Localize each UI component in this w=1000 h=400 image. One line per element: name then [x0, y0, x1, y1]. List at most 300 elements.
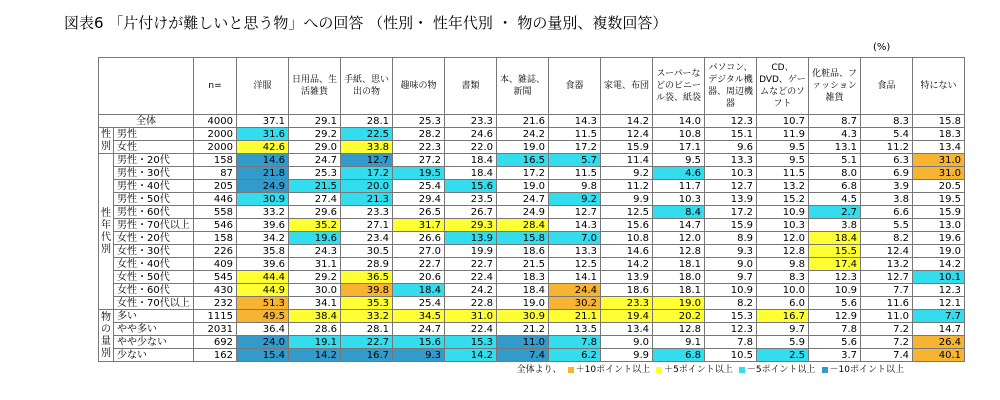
value-cell: 11.4: [601, 154, 653, 167]
value-cell: 12.3: [913, 284, 965, 297]
value-cell: 11.5: [549, 128, 601, 141]
value-cell: 5.1: [809, 154, 861, 167]
value-cell: 7.0: [549, 232, 601, 245]
value-cell: 9.7: [757, 323, 809, 336]
value-cell: 29.2: [289, 271, 341, 284]
value-cell: 13.4: [601, 323, 653, 336]
value-cell: 28.6: [289, 323, 341, 336]
value-cell: 39.6: [237, 219, 289, 232]
value-cell: 15.5: [809, 245, 861, 258]
value-cell: 12.7: [861, 271, 913, 284]
value-cell: 6.2: [549, 349, 601, 362]
value-cell: 7.7: [913, 310, 965, 323]
n-cell: 2031: [194, 323, 237, 336]
value-cell: 4.3: [809, 128, 861, 141]
column-header: 本、雑誌、新聞: [497, 58, 549, 115]
value-cell: 16.5: [497, 154, 549, 167]
value-cell: 19.6: [289, 232, 341, 245]
table-row: [99, 154, 965, 167]
value-cell: 18.3: [913, 128, 965, 141]
value-cell: 14.2: [601, 258, 653, 271]
value-cell: 15.6: [393, 336, 445, 349]
table-row: [99, 193, 965, 206]
value-cell: 37.1: [237, 115, 289, 128]
value-cell: 14.2: [445, 349, 497, 362]
column-header: 日用品、生活雑貨: [289, 58, 341, 115]
value-cell: 26.4: [913, 336, 965, 349]
value-cell: 15.8: [497, 232, 549, 245]
legend-prefix: 全体より、: [516, 365, 562, 375]
value-cell: 18.6: [497, 245, 549, 258]
value-cell: 17.2: [341, 167, 393, 180]
n-cell: 692: [194, 336, 237, 349]
value-cell: 30.9: [497, 310, 549, 323]
column-header: 手紙、思い出の物: [341, 58, 393, 115]
value-cell: 34.1: [289, 297, 341, 310]
table-row: [99, 284, 965, 297]
n-cell: 158: [194, 232, 237, 245]
value-cell: 10.3: [653, 193, 705, 206]
value-cell: 35.3: [341, 297, 393, 310]
value-cell: 28.9: [341, 258, 393, 271]
legend-item: ＋10ポイント以上: [575, 365, 651, 375]
value-cell: 12.9: [809, 310, 861, 323]
value-cell: 3.7: [809, 349, 861, 362]
n-cell: 226: [194, 245, 237, 258]
value-cell: 36.5: [341, 271, 393, 284]
value-cell: 10.8: [601, 232, 653, 245]
value-cell: 39.8: [341, 284, 393, 297]
column-header: 趣味の物: [393, 58, 445, 115]
value-cell: 10.7: [757, 115, 809, 128]
value-cell: 5.6: [809, 297, 861, 310]
value-cell: 27.4: [289, 193, 341, 206]
value-cell: 22.7: [393, 258, 445, 271]
value-cell: 9.3: [393, 349, 445, 362]
value-cell: 29.1: [289, 115, 341, 128]
value-cell: 30.2: [549, 297, 601, 310]
table-row: [99, 258, 965, 271]
value-cell: 19.0: [497, 180, 549, 193]
value-cell: 17.4: [809, 258, 861, 271]
value-cell: 8.2: [705, 297, 757, 310]
value-cell: 27.1: [341, 219, 393, 232]
value-cell: 12.3: [705, 115, 757, 128]
value-cell: 13.5: [549, 323, 601, 336]
value-cell: 18.4: [393, 284, 445, 297]
value-cell: 9.1: [653, 336, 705, 349]
value-cell: 12.3: [809, 271, 861, 284]
table-row: [99, 115, 965, 128]
legend-swatch: [656, 367, 662, 373]
group-label: 性年代別: [99, 154, 114, 310]
value-cell: 8.9: [705, 232, 757, 245]
legend-item: ＋5ポイント以上: [664, 365, 733, 375]
value-cell: 6.0: [757, 297, 809, 310]
value-cell: 15.6: [445, 180, 497, 193]
value-cell: 30.9: [237, 193, 289, 206]
legend-item: －5ポイント以上: [746, 365, 816, 375]
value-cell: 17.1: [653, 141, 705, 154]
value-cell: 17.2: [705, 206, 757, 219]
value-cell: 24.6: [445, 128, 497, 141]
row-label: 少ない: [114, 349, 194, 362]
value-cell: 11.0: [861, 310, 913, 323]
value-cell: 7.4: [861, 349, 913, 362]
value-cell: 13.0: [913, 219, 965, 232]
n-cell: 545: [194, 271, 237, 284]
value-cell: 7.2: [861, 323, 913, 336]
value-cell: 18.4: [497, 284, 549, 297]
value-cell: 12.8: [757, 245, 809, 258]
value-cell: 12.3: [705, 323, 757, 336]
value-cell: 13.3: [549, 245, 601, 258]
value-cell: 14.2: [913, 258, 965, 271]
n-cell: 430: [194, 284, 237, 297]
value-cell: 15.8: [913, 115, 965, 128]
value-cell: 8.3: [861, 115, 913, 128]
value-cell: 17.2: [549, 141, 601, 154]
value-cell: 6.8: [809, 180, 861, 193]
value-cell: 23.3: [601, 297, 653, 310]
value-cell: 7.7: [861, 284, 913, 297]
row-label: 男性・40代: [114, 180, 194, 193]
group-label: 性別: [99, 128, 114, 154]
value-cell: 9.0: [705, 258, 757, 271]
row-label: 男性: [114, 128, 194, 141]
value-cell: 28.4: [497, 219, 549, 232]
table-row: [99, 128, 965, 141]
value-cell: 21.3: [341, 193, 393, 206]
value-cell: 20.2: [653, 310, 705, 323]
value-cell: 9.0: [601, 336, 653, 349]
value-cell: 8.7: [809, 115, 861, 128]
value-cell: 9.5: [757, 154, 809, 167]
value-cell: 35.8: [237, 245, 289, 258]
group-label: 物の量別: [99, 310, 114, 362]
column-header: 化粧品、ファッション雑貨: [809, 58, 861, 115]
value-cell: 11.0: [497, 336, 549, 349]
value-cell: 29.2: [289, 128, 341, 141]
value-cell: 10.5: [705, 349, 757, 362]
legend-swatch: [568, 367, 574, 373]
table-row: [99, 271, 965, 284]
value-cell: 19.0: [497, 141, 549, 154]
value-cell: 26.5: [393, 206, 445, 219]
value-cell: 19.5: [913, 193, 965, 206]
value-cell: 18.4: [445, 167, 497, 180]
legend: [517, 362, 904, 375]
value-cell: 11.9: [757, 128, 809, 141]
value-cell: 12.8: [653, 323, 705, 336]
value-cell: 24.2: [445, 284, 497, 297]
value-cell: 26.6: [393, 232, 445, 245]
value-cell: 15.3: [445, 336, 497, 349]
value-cell: 14.3: [549, 115, 601, 128]
value-cell: 12.0: [653, 232, 705, 245]
table-row: [99, 297, 965, 310]
value-cell: 18.4: [445, 154, 497, 167]
value-cell: 23.4: [341, 232, 393, 245]
value-cell: 44.4: [237, 271, 289, 284]
value-cell: 24.7: [393, 323, 445, 336]
value-cell: 22.3: [393, 141, 445, 154]
value-cell: 39.6: [237, 258, 289, 271]
value-cell: 22.7: [341, 336, 393, 349]
row-label: やや少ない: [114, 336, 194, 349]
value-cell: 8.0: [809, 167, 861, 180]
n-cell: 205: [194, 180, 237, 193]
value-cell: 14.2: [289, 349, 341, 362]
value-cell: 25.4: [393, 297, 445, 310]
legend-item: －10ポイント以上: [829, 365, 904, 375]
value-cell: 10.3: [757, 219, 809, 232]
value-cell: 12.0: [757, 232, 809, 245]
value-cell: 14.6: [601, 245, 653, 258]
value-cell: 24.3: [289, 245, 341, 258]
value-cell: 9.7: [705, 271, 757, 284]
value-cell: 28.1: [341, 115, 393, 128]
row-label: 女性・30代: [114, 245, 194, 258]
row-label: 女性: [114, 141, 194, 154]
n-cell: 2000: [194, 141, 237, 154]
value-cell: 4.5: [809, 193, 861, 206]
value-cell: 15.2: [757, 193, 809, 206]
n-cell: 1115: [194, 310, 237, 323]
value-cell: 9.8: [757, 258, 809, 271]
value-cell: 31.6: [237, 128, 289, 141]
value-cell: 33.2: [237, 206, 289, 219]
value-cell: 9.2: [549, 193, 601, 206]
value-cell: 36.4: [237, 323, 289, 336]
n-cell: 4000: [194, 115, 237, 128]
value-cell: 19.1: [289, 336, 341, 349]
value-cell: 5.5: [861, 219, 913, 232]
value-cell: 35.2: [289, 219, 341, 232]
value-cell: 12.7: [549, 206, 601, 219]
row-label: 女性・60代: [114, 284, 194, 297]
value-cell: 33.2: [341, 310, 393, 323]
value-cell: 22.8: [445, 297, 497, 310]
value-cell: 14.6: [237, 154, 289, 167]
value-cell: 19.9: [445, 245, 497, 258]
value-cell: 24.0: [237, 336, 289, 349]
value-cell: 7.8: [549, 336, 601, 349]
value-cell: 12.4: [601, 128, 653, 141]
value-cell: 14.7: [913, 323, 965, 336]
value-cell: 44.9: [237, 284, 289, 297]
value-cell: 7.2: [861, 336, 913, 349]
value-cell: 12.1: [913, 297, 965, 310]
row-label: 女性・50代: [114, 271, 194, 284]
value-cell: 22.5: [341, 128, 393, 141]
value-cell: 13.2: [757, 180, 809, 193]
n-cell: 446: [194, 193, 237, 206]
column-header: 書類: [445, 58, 497, 115]
value-cell: 40.1: [913, 349, 965, 362]
table-row: [99, 349, 965, 362]
value-cell: 14.2: [601, 115, 653, 128]
value-cell: 13.4: [913, 141, 965, 154]
n-cell: 232: [194, 297, 237, 310]
value-cell: 31.0: [913, 154, 965, 167]
value-cell: 10.3: [705, 167, 757, 180]
value-cell: 13.9: [705, 193, 757, 206]
value-cell: 34.5: [393, 310, 445, 323]
value-cell: 3.8: [861, 193, 913, 206]
value-cell: 18.1: [653, 258, 705, 271]
legend-swatch: [822, 367, 828, 373]
n-cell: 409: [194, 258, 237, 271]
value-cell: 2.5: [757, 349, 809, 362]
value-cell: 24.4: [549, 284, 601, 297]
value-cell: 3.9: [861, 180, 913, 193]
value-cell: 10.9: [757, 206, 809, 219]
value-cell: 15.3: [705, 310, 757, 323]
value-cell: 21.2: [497, 323, 549, 336]
results-table: [98, 57, 965, 362]
value-cell: 11.5: [757, 167, 809, 180]
column-header: 食品: [861, 58, 913, 115]
value-cell: 7.8: [809, 323, 861, 336]
value-cell: 19.4: [601, 310, 653, 323]
value-cell: 22.7: [445, 258, 497, 271]
value-cell: 25.4: [393, 180, 445, 193]
value-cell: 15.6: [601, 219, 653, 232]
value-cell: 20.5: [913, 180, 965, 193]
value-cell: 22.4: [445, 323, 497, 336]
value-cell: 30.5: [341, 245, 393, 258]
value-cell: 14.0: [653, 115, 705, 128]
row-label: 男性・20代: [114, 154, 194, 167]
value-cell: 12.5: [549, 258, 601, 271]
row-label: 男性・30代: [114, 167, 194, 180]
value-cell: 5.4: [861, 128, 913, 141]
value-cell: 5.7: [549, 154, 601, 167]
column-header: スーパーなどのビニール袋、紙袋: [653, 58, 705, 115]
n-cell: 87: [194, 167, 237, 180]
value-cell: 22.4: [445, 271, 497, 284]
column-header: 食器: [549, 58, 601, 115]
value-cell: 49.5: [237, 310, 289, 323]
n-cell: 558: [194, 206, 237, 219]
value-cell: 24.7: [497, 193, 549, 206]
value-cell: 18.4: [809, 232, 861, 245]
value-cell: 18.3: [497, 271, 549, 284]
value-cell: 9.3: [705, 245, 757, 258]
value-cell: 29.0: [289, 141, 341, 154]
row-label: 全体: [99, 115, 194, 128]
value-cell: 21.8: [237, 167, 289, 180]
column-header: 特にない: [913, 58, 965, 115]
value-cell: 9.6: [705, 141, 757, 154]
n-cell: 158: [194, 154, 237, 167]
value-cell: 10.1: [913, 271, 965, 284]
value-cell: 22.0: [445, 141, 497, 154]
value-cell: 26.7: [445, 206, 497, 219]
chart-title: 図表6 「片付けが難しいと思う物」への回答 （性別・ 性年代別 ・ 物の量別、複数回答）: [64, 14, 668, 32]
value-cell: 11.6: [861, 297, 913, 310]
value-cell: 19.0: [653, 297, 705, 310]
value-cell: 19.0: [497, 297, 549, 310]
value-cell: 12.7: [705, 180, 757, 193]
value-cell: 12.4: [861, 245, 913, 258]
value-cell: 19.6: [913, 232, 965, 245]
value-cell: 13.2: [861, 258, 913, 271]
table-row: [99, 245, 965, 258]
value-cell: 23.3: [445, 115, 497, 128]
table-row: [99, 232, 965, 245]
value-cell: 25.3: [393, 115, 445, 128]
value-cell: 29.4: [393, 193, 445, 206]
value-cell: 29.3: [445, 219, 497, 232]
table-row: [99, 310, 965, 323]
row-label: 男性・70代以上: [114, 219, 194, 232]
value-cell: 15.9: [913, 206, 965, 219]
value-cell: 19.0: [913, 245, 965, 258]
value-cell: 28.1: [341, 323, 393, 336]
value-cell: 13.3: [705, 154, 757, 167]
value-cell: 15.1: [705, 128, 757, 141]
value-cell: 25.3: [289, 167, 341, 180]
value-cell: 24.9: [497, 206, 549, 219]
row-label: 男性・50代: [114, 193, 194, 206]
value-cell: 13.1: [809, 141, 861, 154]
table-row: [99, 206, 965, 219]
value-cell: 6.3: [861, 154, 913, 167]
table-row: [99, 323, 965, 336]
value-cell: 14.7: [653, 219, 705, 232]
value-cell: 14.3: [549, 219, 601, 232]
table-row: [99, 180, 965, 193]
column-header: CD、DVD、ゲームなどのソフト: [757, 58, 809, 115]
value-cell: 8.4: [653, 206, 705, 219]
value-cell: 23.3: [341, 206, 393, 219]
value-cell: 29.6: [289, 206, 341, 219]
value-cell: 38.4: [289, 310, 341, 323]
value-cell: 31.0: [445, 310, 497, 323]
value-cell: 7.8: [705, 336, 757, 349]
value-cell: 8.3: [757, 271, 809, 284]
value-cell: 5.9: [757, 336, 809, 349]
value-cell: 21.5: [289, 180, 341, 193]
value-cell: 21.5: [497, 258, 549, 271]
legend-swatch: [739, 367, 745, 373]
row-label: 多い: [114, 310, 194, 323]
value-cell: 11.5: [549, 167, 601, 180]
value-cell: 23.5: [445, 193, 497, 206]
value-cell: 24.7: [289, 154, 341, 167]
value-cell: 11.2: [861, 141, 913, 154]
n-cell: 162: [194, 349, 237, 362]
value-cell: 15.9: [601, 141, 653, 154]
value-cell: 12.5: [601, 206, 653, 219]
value-cell: 9.9: [601, 349, 653, 362]
value-cell: 14.1: [549, 271, 601, 284]
value-cell: 18.0: [653, 271, 705, 284]
value-cell: 7.4: [497, 349, 549, 362]
value-cell: 9.2: [601, 167, 653, 180]
value-cell: 6.6: [861, 206, 913, 219]
value-cell: 13.9: [601, 271, 653, 284]
value-cell: 12.8: [653, 245, 705, 258]
value-cell: 28.2: [393, 128, 445, 141]
row-label: 女性・40代: [114, 258, 194, 271]
value-cell: 10.9: [705, 284, 757, 297]
value-cell: 2.7: [809, 206, 861, 219]
value-cell: 5.6: [809, 336, 861, 349]
value-cell: 20.0: [341, 180, 393, 193]
